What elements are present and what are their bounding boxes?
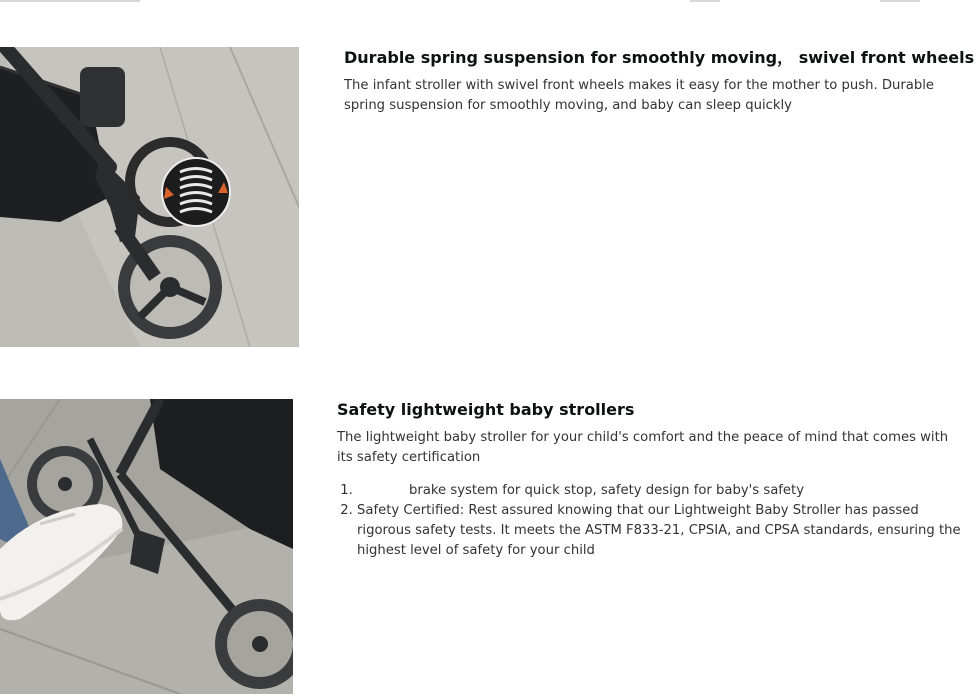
section-title: Safety lightweight baby strollers xyxy=(337,400,635,419)
section-description: The lightweight baby stroller for your child's comfort and the peace of mind that comes with its safety certification xyxy=(337,430,949,465)
feature-section-suspension xyxy=(344,47,975,116)
section-title: Durable spring suspension for smoothly moving， swivel front wheels xyxy=(344,48,975,67)
product-image-brake-pedal xyxy=(0,399,293,694)
feature-list xyxy=(337,481,964,561)
feature-section-safety xyxy=(337,399,964,561)
product-image-spring-wheel xyxy=(0,47,299,347)
section-description: The infant stroller with swivel front wheels makes it easy for the mother to push. Durable spring suspension for smoothly moving, and baby can sleep quickly xyxy=(344,78,935,113)
top-edge-remnant xyxy=(0,0,979,4)
list-item: 2. Safety Certified: Rest assured knowing that our Lightweight Baby Stroller has passed rigorous safety tests. It meets the ASTM F833-21, CPSIA, and CPSA standards, ensuring the highest level of safety for your child xyxy=(357,501,964,561)
list-item: 1. brake system for quick stop, safety design for baby's safety xyxy=(357,481,964,501)
